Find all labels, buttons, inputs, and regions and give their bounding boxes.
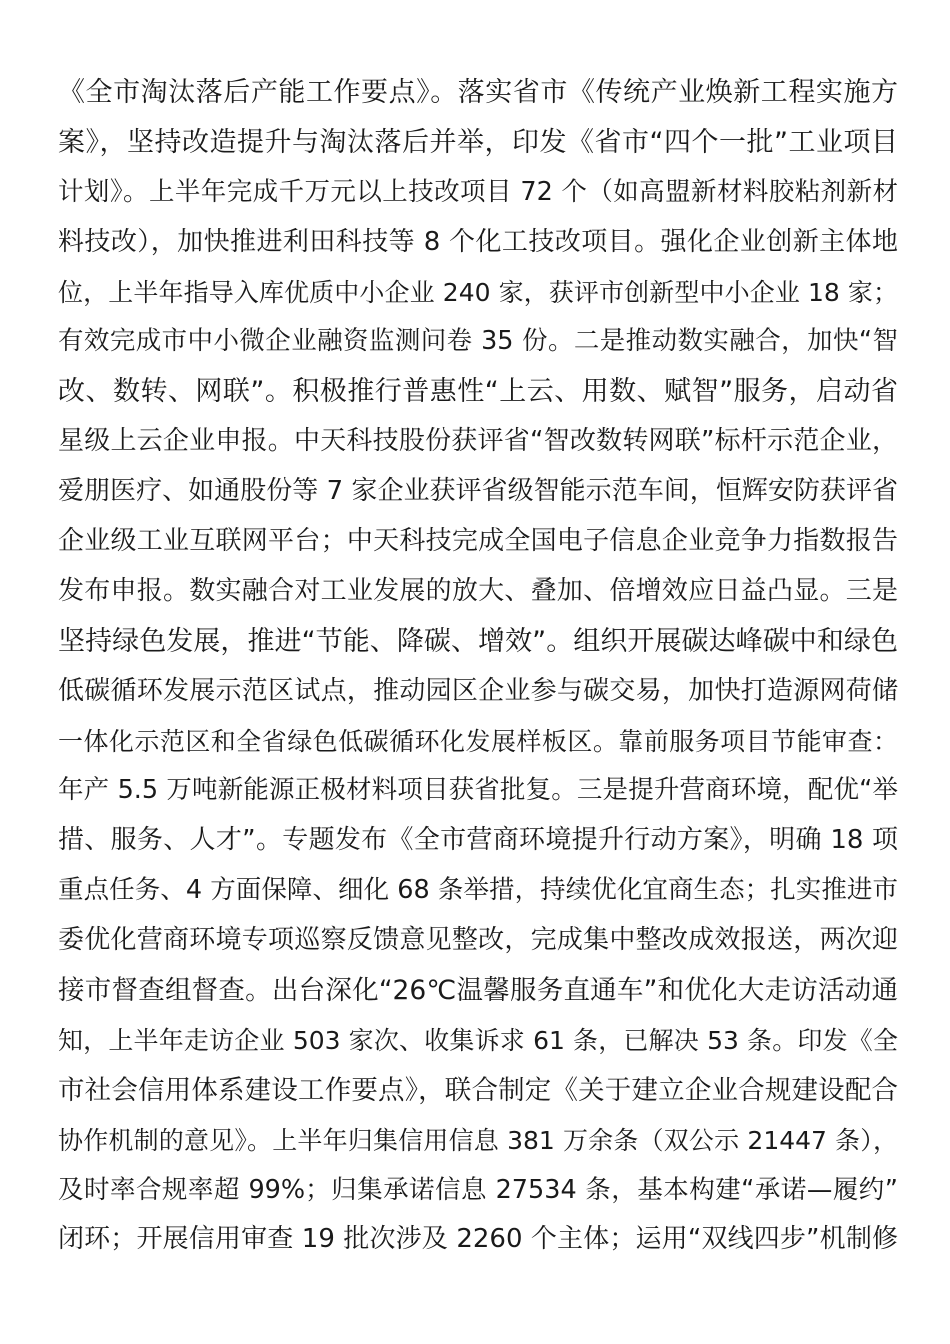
text-line: 一体化示范区和全省绿色低碳循环化发展样板区。靠前服务项目节能审查：	[58, 726, 898, 756]
text-line: 闭环；开展信用审查 19 批次涉及 2260 个主体；运用“双线四步”机制修	[58, 1224, 898, 1255]
text-line: 市社会信用体系建设工作要点》，联合制定《关于建立企业合规建设配合	[58, 1074, 898, 1106]
document-body	[58, 68, 898, 1265]
text-line: 委优化营商环境专项巡察反馈意见整改，完成集中整改成效报送，两次迎	[58, 925, 898, 956]
text-line: 重点任务、4 方面保障、细化 68 条举措，持续优化宜商生态；扎实推进市	[58, 875, 898, 906]
text-line: 协作机制的意见》。上半年归集信用信息 381 万余条（双公示 21447 条），	[58, 1125, 898, 1155]
text-line: 企业级工业互联网平台；中天科技完成全国电子信息企业竞争力指数报告	[58, 526, 898, 557]
text-line: 措、服务、人才”。专题发布《全市营商环境提升行动方案》，明确 18 项	[58, 825, 898, 856]
text-line: 料技改），加快推进利田科技等 8 个化工技改项目。强化企业创新主体地	[58, 226, 898, 257]
text-line: 改、数转、网联”。积极推行普惠性“上云、用数、赋智”服务，启动省	[58, 376, 898, 408]
text-line: 知，上半年走访企业 503 家次、收集诉求 61 条，已解决 53 条。印发《全	[58, 1025, 898, 1055]
text-line: 低碳循环发展示范区试点，推动园区企业参与碳交易，加快打造源网荷储	[58, 675, 898, 706]
text-line: 接市督查组督查。出台深化“26℃温馨服务直通车”和优化大走访活动通	[58, 975, 898, 1007]
text-line: 坚持绿色发展，推进“节能、降碳、增效”。组织开展碳达峰碳中和绿色	[58, 625, 898, 657]
text-line: 计划》。上半年完成千万元以上技改项目 72 个（如高盟新材料胶粘剂新材	[58, 176, 898, 207]
text-line: 《全市淘汰落后产能工作要点》。落实省市《传统产业焕新工程实施方	[58, 77, 898, 108]
text-line: 案》，坚持改造提升与淘汰落后并举，印发《省市“四个一批”工业项目	[58, 126, 898, 158]
text-line: 年产 5.5 万吨新能源正极材料项目获省批复。三是提升营商环境，配优“举	[58, 775, 898, 806]
text-line: 爱朋医疗、如通股份等 7 家企业获评省级智能示范车间，恒辉安防获评省	[58, 476, 898, 507]
text-line: 有效完成市中小微企业融资监测问卷 35 份。二是推动数实融合，加快“智	[58, 326, 898, 357]
text-line: 星级上云企业申报。中天科技股份获评省“智改数转网联”标杆示范企业，	[58, 426, 898, 457]
text-line: 发布申报。数实融合对工业发展的放大、叠加、倍增效应日益凸显。三是	[58, 575, 898, 606]
text-line: 及时率合规率超 99%；归集承诺信息 27534 条，基本构建“承诺—履约”	[58, 1174, 898, 1205]
text-line: 位，上半年指导入库优质中小企业 240 家，获评市创新型中小企业 18 家；	[58, 277, 898, 307]
